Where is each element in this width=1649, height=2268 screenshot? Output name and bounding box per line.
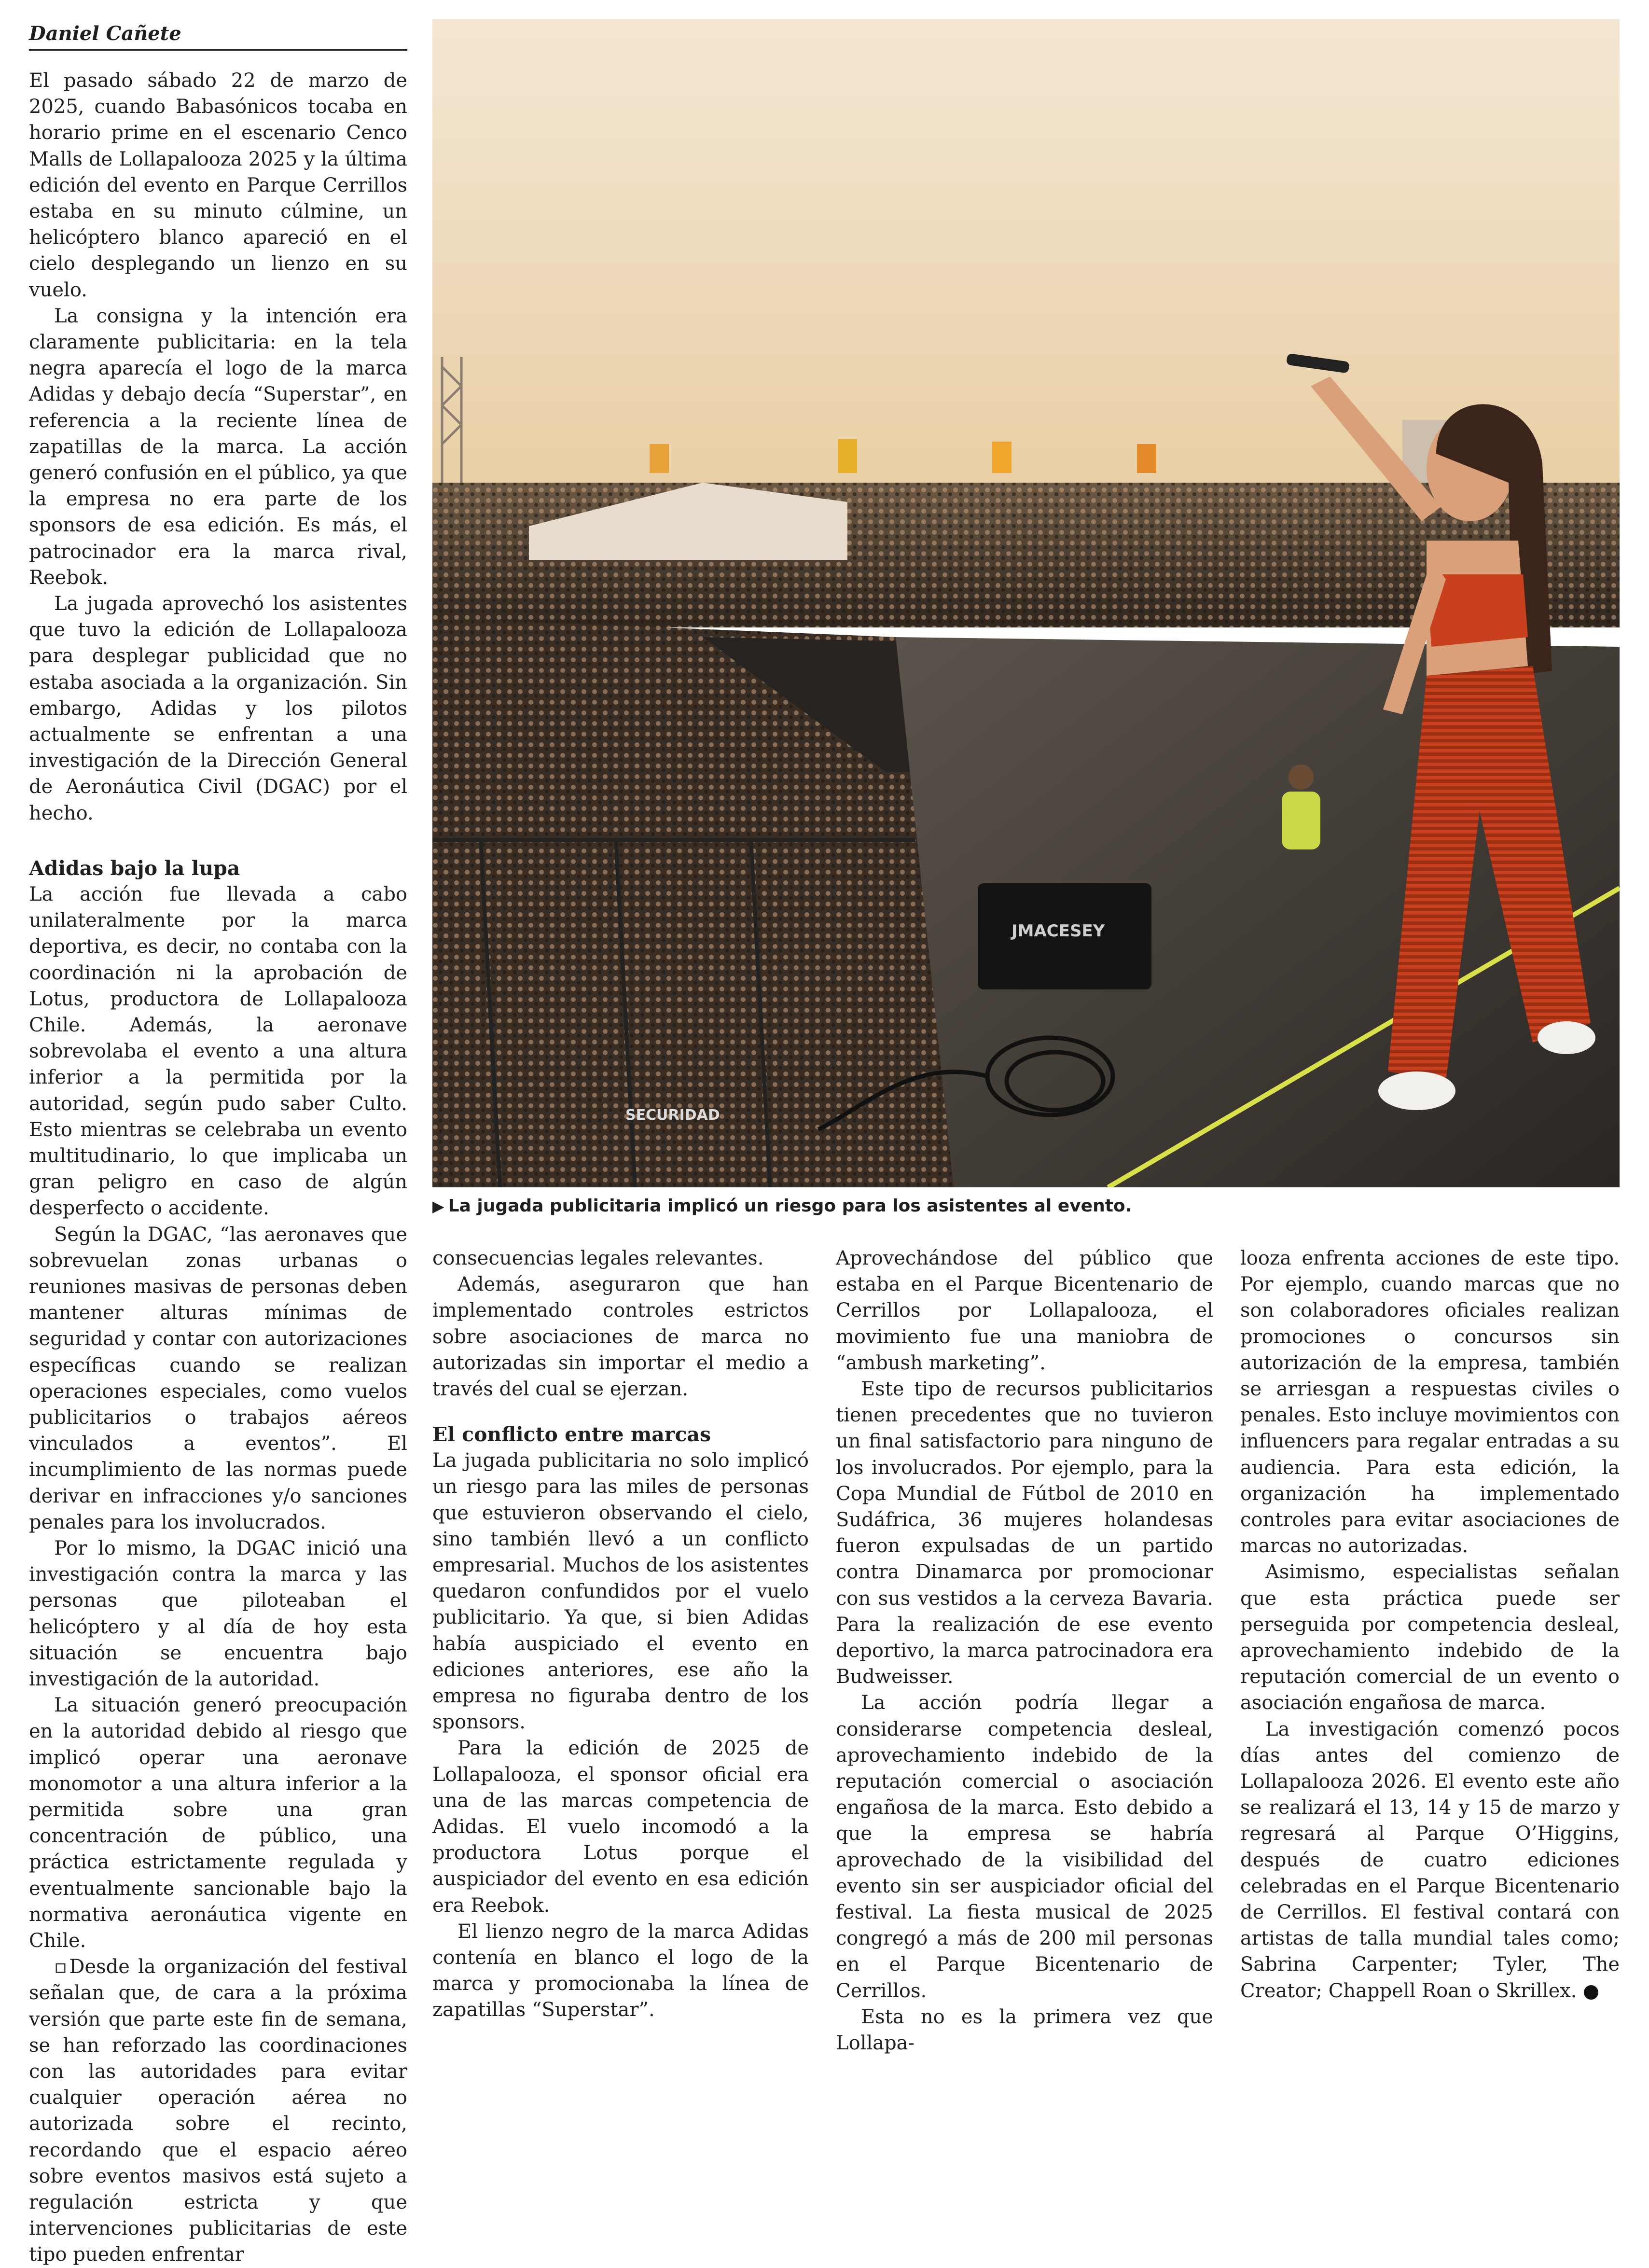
paragraph: Por lo mismo, la DGAC inició una investigación contra la marca y las personas que piloteaban el helicóptero y al día de hoy esta situación se encuentra bajo investigación de la autoridad. xyxy=(29,1537,407,1690)
flag xyxy=(838,439,857,473)
paragraph-text: La investigación comenzó pocos días antes del comienzo de Lollapalooza 2026. El evento este año se realizará el 13, 14 y 15 de marzo y regresará al Parque O’Higgins, después de cuatro ediciones celebradas en el Parque Bicentenario de Cerrillos. El festival contará con artistas de talla mundial tales como; Sabrina Carpenter; Tyler, The Creator; Chappell Roan o Skrillex. xyxy=(1240,1718,1620,2002)
barrier-text: SECURIDAD xyxy=(625,1107,720,1124)
paragraph: La acción podría llegar a considerarse competencia desleal, aprovechamiento indebido de la reputación comercial o asociación engañosa de la marca. Esto debido a que la empresa se habría aprovechado de la visibilidad del evento sin ser auspiciador oficial del festival. La fiesta musical de 2025 congregó a más de 200 mil personas en el Parque Bicentenario de Cerrillos. xyxy=(836,1692,1213,2002)
caption-text: La jugada publicitaria implicó un riesgo para los asistentes al evento. xyxy=(448,1196,1132,1216)
paragraph: Además, aseguraron que han implementado controles estrictos sobre asociaciones de marca no autorizadas sin importar el medio a través del cual se ejerzan. xyxy=(432,1273,809,1401)
paragraph: La consigna y la intención era claramente publicitaria: en la tela negra aparecía el logo de la marca Adidas y debajo decía “Superstar”, en referencia a la reciente línea de zapatillas de la marca. La acción generó confusión en el público, ya que la empresa no era parte de los sponsors de esa edición. Es más, el patrocinador era la marca rival, Reebok. xyxy=(29,305,407,589)
paragraph xyxy=(1240,1716,1620,2004)
crew-shirt xyxy=(1282,792,1320,849)
photo-caption xyxy=(432,1194,1620,1218)
crew-head xyxy=(1289,765,1314,790)
flag xyxy=(992,442,1012,473)
concert-photo-illustration xyxy=(432,19,1620,1187)
byline-rule xyxy=(29,49,407,51)
paragraph: consecuencias legales relevantes. xyxy=(432,1247,764,1269)
flag xyxy=(1137,444,1156,473)
column-3 xyxy=(836,1245,1213,2056)
column-4 xyxy=(1240,1245,1620,2004)
column-1 xyxy=(29,68,407,2268)
paragraph: Asimismo, especialistas señalan que esta práctica puede ser perseguida por competencia desleal, aprovechamiento indebido de la reputación comercial de un evento o asociación engañosa de marca. xyxy=(1240,1561,1620,1714)
paragraph: Para la edición de 2025 de Lollapalooza, el sponsor oficial era una de las marcas competencia de Adidas. El vuelo incomodó a la productora Lotus porque el auspiciador del evento en esa edición era Reebok. xyxy=(432,1737,809,1917)
byline: Daniel Cañete xyxy=(29,22,181,45)
paragraph: Este tipo de recursos publicitarios tienen precedentes que no tuvieron un final satisfactorio para ninguno de los involucrados. Por ejemplo, para la Copa Mundial de Fútbol de 2010 en Sudáfrica, 36 mujeres holandesas fueron expulsadas de un partido contra Dinamarca por promocionar con sus vestidos a la cerveza Bavaria. Para la realización de ese evento deportivo, la marca patrocinadora era Budweisser. xyxy=(836,1378,1213,1688)
paragraph: El lienzo negro de la marca Adidas contenía en blanco el logo de la marca y promocionaba la línea de zapatillas “Superstar”. xyxy=(432,1920,809,2021)
section-heading-conflicto: El conflicto entre marcas xyxy=(432,1423,711,1447)
paragraph: La acción fue llevada a cabo unilateralmente por la marca deportiva, es decir, no contaba con la coordinación ni la aprobación de Lotus, productora de Lollapalooza Chile. Además, la aeronave sobrevolaba el evento a una altura inferior a la permitida por la autoridad, según pudo saber Culto. Esto mientras se celebraba un evento multitudinario, lo que implicaba un gran peligro en caso de algún desperfecto o accidente. xyxy=(29,883,407,1220)
column-2 xyxy=(432,1245,809,2023)
paragraph: ▫Desde la organización del festival señalan que, de cara a la próxima versión que parte este fin de semana, se han reforzado las coordinaciones con las autoridades para evitar cualquier operación aérea no autorizada sobre el recinto, recordando que el espacio aéreo sobre eventos masivos está sujeto a regulación estricta y que intervenciones publicitarias de este tipo pueden enfrentar xyxy=(29,1956,407,2266)
end-mark-icon xyxy=(1584,1985,1598,2000)
sky xyxy=(432,19,1620,483)
paragraph: El pasado sábado 22 de marzo de 2025, cuando Babasónicos tocaba en horario prime en el escenario Cenco Malls de Lollapalooza 2025 y la última edición del evento en Parque Cerrillos estaba en su minuto cúlmine, un helicóptero blanco apareció en el cielo desplegando un lienzo en su vuelo. xyxy=(29,70,407,301)
paragraph: Según la DGAC, “las aeronaves que sobrevuelan zonas urbanas o reuniones masivas de personas deben mantener alturas mínimas de seguridad y contar con autorizaciones específicas cuando se realizan operaciones especiales, como vuelos publicitarios o trabajos aéreos vinculados a eventos”. El incumplimiento de las normas puede derivar en infracciones y/o sanciones penales para los involucrados. xyxy=(29,1223,407,1533)
paragraph: Aprovechándose del público que estaba en el Parque Bicentenario de Cerrillos por Lollapalooza, el movimiento fue una maniobra de “ambush marketing”. xyxy=(836,1247,1213,1374)
paragraph: La situación generó preocupación en la autoridad debido al riesgo que implicó operar una aeronave monomotor a una altura inferior a la permitida sobre una gran concentración de público, una práctica estrictamente regulada y eventualmente sancionable bajo la normativa aeronáutica vigente en Chile. xyxy=(29,1694,407,1952)
concert-photo xyxy=(432,19,1620,1187)
paragraph: looza enfrenta acciones de este tipo. Por ejemplo, cuando marcas que no son colaboradores oficiales realizan promociones o concursos sin autorización de la empresa, también se arriesgan a respuestas civiles o penales. Esto incluye movimientos con influencers para regalar entradas a su audiencia. Para esta edición, la organización ha implementado controles para evitar asociaciones de marcas no autorizadas. xyxy=(1240,1247,1620,1558)
flag xyxy=(650,444,669,473)
section-heading-adidas: Adidas bajo la lupa xyxy=(29,856,240,880)
bag-brand: JMACESEY xyxy=(1012,921,1105,941)
caption-triangle-icon: ▶ xyxy=(432,1197,444,1215)
paragraph: La jugada publicitaria no solo implicó un riesgo para las miles de personas que estuvieron observando el cielo, sino también llevó a un conflicto empresarial. Muchos de los asistentes quedaron confundidos por el vuelo publicitario. Ya que, si bien Adidas había auspiciado el evento en ediciones anteriores, ese año la empresa no figuraba dentro de los sponsors. xyxy=(432,1449,809,1734)
paragraph: Esta no es la primera vez que Lollapa- xyxy=(836,2005,1213,2055)
paragraph: La jugada aprovechó los asistentes que tuvo la edición de Lollapalooza para desplegar publicidad que no estaba asociada a la organización. Sin embargo, Adidas y los pilotos actualmente se enfrentan a una investigación de la Dirección General de Aeronáutica Civil (DGAC) por el hecho. xyxy=(29,593,407,824)
